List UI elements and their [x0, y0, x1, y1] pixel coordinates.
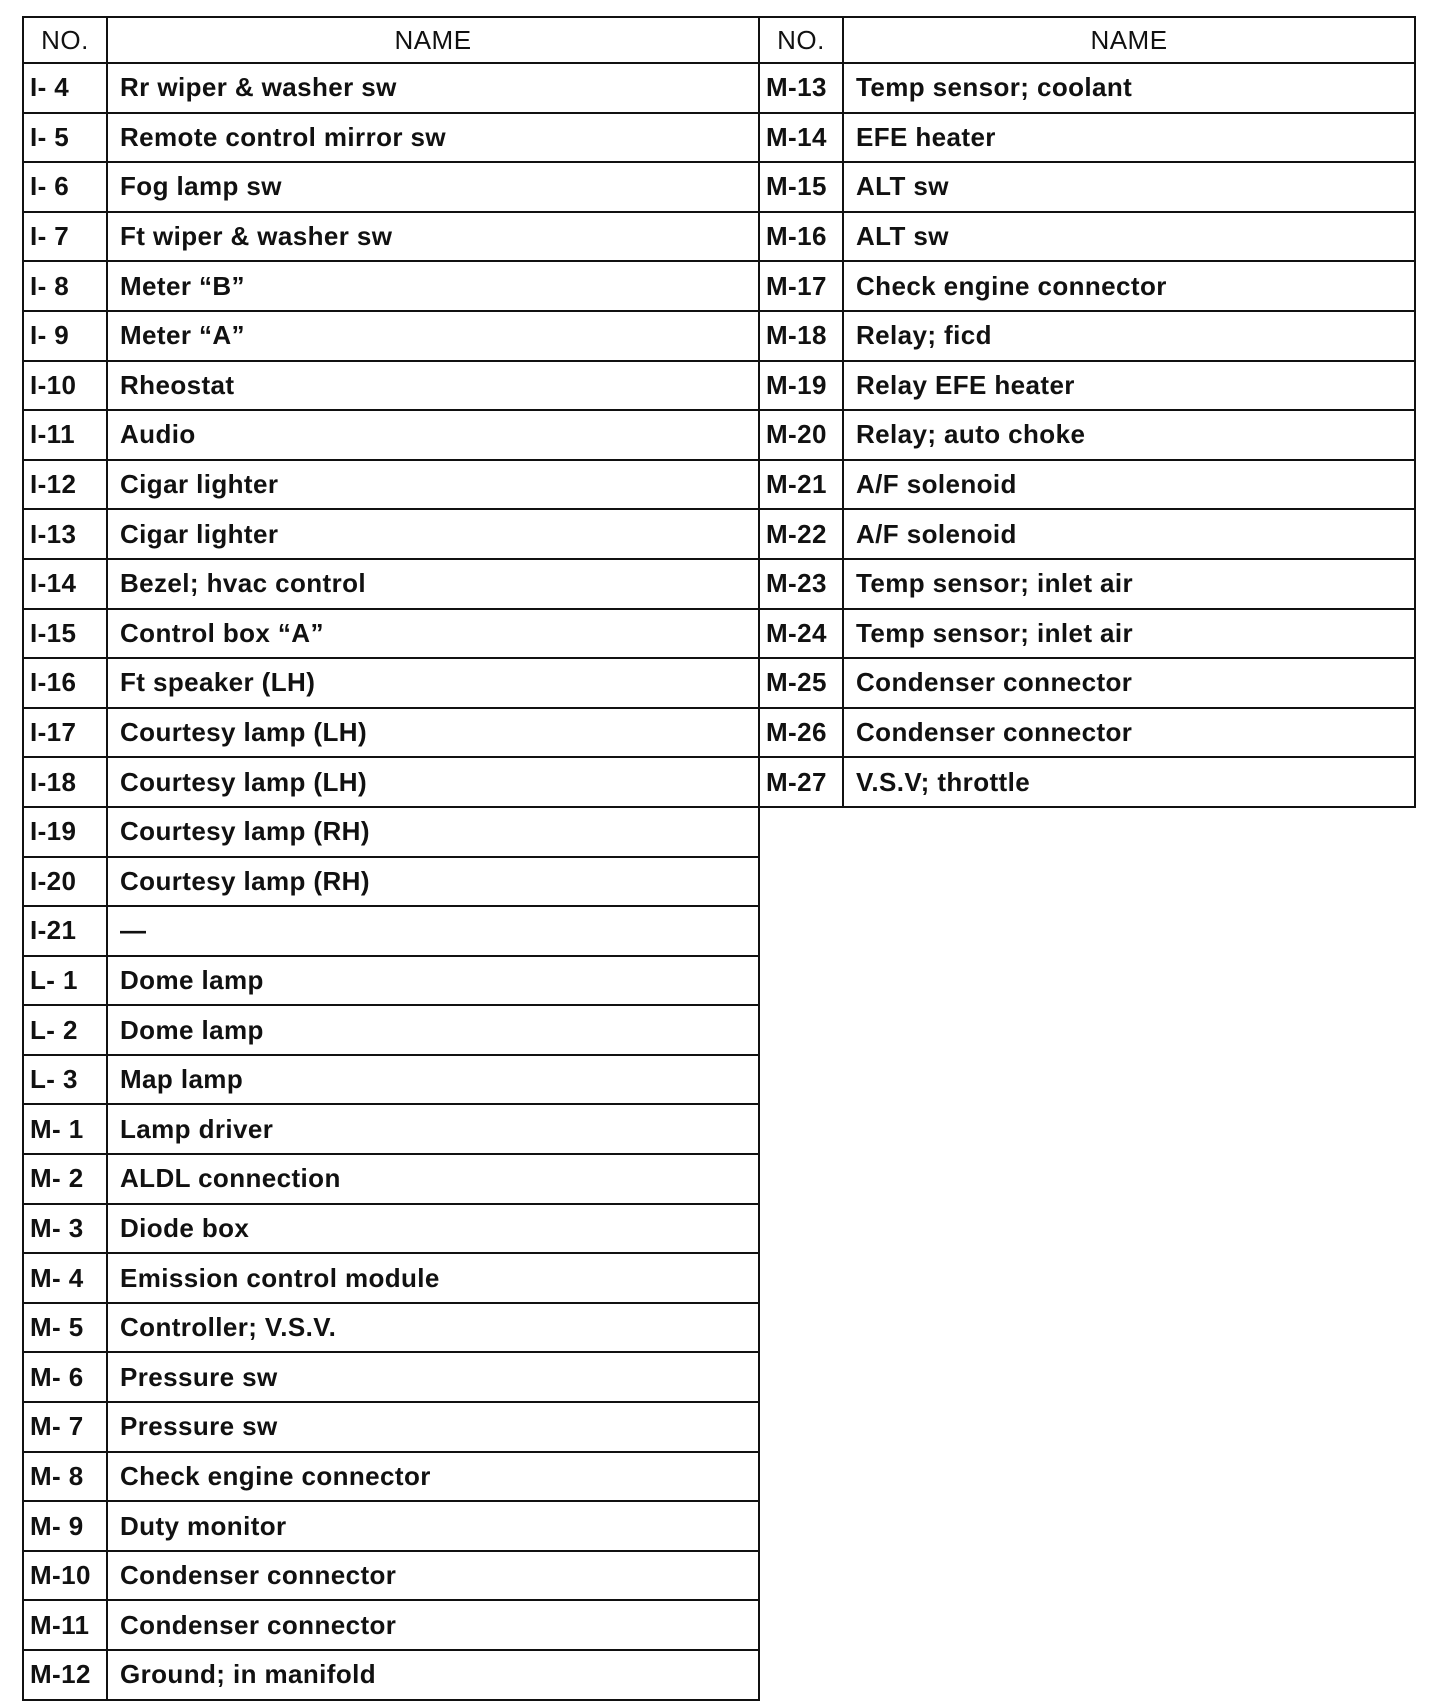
- connector-table-right: [758, 16, 1416, 808]
- connector-number: M-17: [759, 261, 843, 311]
- connector-name: ALT sw: [843, 162, 1415, 212]
- table-row: [23, 708, 759, 758]
- connector-number: M-21: [759, 460, 843, 510]
- connector-number: I-11: [23, 410, 107, 460]
- connector-number: M- 6: [23, 1352, 107, 1402]
- header-row: [759, 17, 1415, 63]
- table-row: [759, 113, 1415, 163]
- connector-number: I-17: [23, 708, 107, 758]
- table-row: [23, 1104, 759, 1154]
- connector-name: Meter “A”: [107, 311, 759, 361]
- table-row: [23, 1055, 759, 1105]
- connector-name: Fog lamp sw: [107, 162, 759, 212]
- connector-name: Check engine connector: [843, 261, 1415, 311]
- connector-number: M- 4: [23, 1253, 107, 1303]
- table-row: [23, 1005, 759, 1055]
- table-row: [23, 609, 759, 659]
- header-row: [23, 17, 759, 63]
- connector-number: M-10: [23, 1551, 107, 1601]
- connector-name: Ft speaker (LH): [107, 658, 759, 708]
- table-row: [759, 757, 1415, 807]
- connector-name: Ground; in manifold: [107, 1650, 759, 1700]
- column-header-name: NAME: [107, 17, 759, 63]
- connector-number: I-13: [23, 509, 107, 559]
- connector-number: M-27: [759, 757, 843, 807]
- connector-name: Control box “A”: [107, 609, 759, 659]
- table-row: [759, 559, 1415, 609]
- connector-number: M-22: [759, 509, 843, 559]
- table-row: [759, 410, 1415, 460]
- table-row: [23, 311, 759, 361]
- connector-number: I- 5: [23, 113, 107, 163]
- connector-name: Relay; ficd: [843, 311, 1415, 361]
- connector-name: Audio: [107, 410, 759, 460]
- connector-number: I- 8: [23, 261, 107, 311]
- connector-name: Emission control module: [107, 1253, 759, 1303]
- table-row: [759, 509, 1415, 559]
- connector-number: M- 9: [23, 1501, 107, 1551]
- connector-name: —: [107, 906, 759, 956]
- connector-name: Rheostat: [107, 361, 759, 411]
- connector-name: Temp sensor; inlet air: [843, 559, 1415, 609]
- connector-number: M- 5: [23, 1303, 107, 1353]
- column-header-no: NO.: [759, 17, 843, 63]
- connector-name: Meter “B”: [107, 261, 759, 311]
- connector-number: M-16: [759, 212, 843, 262]
- connector-name: EFE heater: [843, 113, 1415, 163]
- connector-number: M- 8: [23, 1452, 107, 1502]
- connector-number: M-18: [759, 311, 843, 361]
- table-row: [23, 559, 759, 609]
- table-row: [23, 857, 759, 907]
- table-row: [23, 63, 759, 113]
- connector-number: M-14: [759, 113, 843, 163]
- connector-number: I-14: [23, 559, 107, 609]
- table-row: [23, 1650, 759, 1700]
- connector-name: Remote control mirror sw: [107, 113, 759, 163]
- table-row: [23, 1501, 759, 1551]
- connector-number: I-20: [23, 857, 107, 907]
- table-row: [23, 1551, 759, 1601]
- table-row: [23, 757, 759, 807]
- table-row: [759, 212, 1415, 262]
- connector-name: Courtesy lamp (RH): [107, 857, 759, 907]
- column-header-name: NAME: [843, 17, 1415, 63]
- table-row: [23, 1154, 759, 1204]
- connector-name: Pressure sw: [107, 1402, 759, 1452]
- connector-name: V.S.V; throttle: [843, 757, 1415, 807]
- connector-name: Map lamp: [107, 1055, 759, 1105]
- connector-number: M- 3: [23, 1204, 107, 1254]
- connector-number: I- 6: [23, 162, 107, 212]
- connector-name: Condenser connector: [107, 1551, 759, 1601]
- connector-number: M- 7: [23, 1402, 107, 1452]
- connector-name: Condenser connector: [843, 708, 1415, 758]
- connector-number: I-19: [23, 807, 107, 857]
- table-row: [759, 311, 1415, 361]
- connector-name: Condenser connector: [843, 658, 1415, 708]
- table-row: [23, 361, 759, 411]
- connector-number: I- 9: [23, 311, 107, 361]
- table-row: [23, 658, 759, 708]
- connector-name: Bezel; hvac control: [107, 559, 759, 609]
- connector-number: M-23: [759, 559, 843, 609]
- connector-name: Check engine connector: [107, 1452, 759, 1502]
- connector-name: Temp sensor; inlet air: [843, 609, 1415, 659]
- connector-table-left: [22, 16, 760, 1701]
- connector-name: Duty monitor: [107, 1501, 759, 1551]
- table-row: [23, 509, 759, 559]
- table-row: [23, 1253, 759, 1303]
- table-row: [23, 906, 759, 956]
- connector-number: M-19: [759, 361, 843, 411]
- table-row: [759, 708, 1415, 758]
- table-row: [23, 1600, 759, 1650]
- connector-name: Pressure sw: [107, 1352, 759, 1402]
- connector-name: Condenser connector: [107, 1600, 759, 1650]
- connector-number: M-20: [759, 410, 843, 460]
- connector-name: Relay; auto choke: [843, 410, 1415, 460]
- connector-name: Courtesy lamp (RH): [107, 807, 759, 857]
- table-row: [23, 162, 759, 212]
- table-row: [23, 212, 759, 262]
- table-row: [23, 460, 759, 510]
- connector-number: L- 1: [23, 956, 107, 1006]
- connector-number: I-12: [23, 460, 107, 510]
- connector-number: I-16: [23, 658, 107, 708]
- table-row: [23, 1452, 759, 1502]
- connector-name: Cigar lighter: [107, 460, 759, 510]
- connector-name: Ft wiper & washer sw: [107, 212, 759, 262]
- connector-name: Rr wiper & washer sw: [107, 63, 759, 113]
- connector-name: Diode box: [107, 1204, 759, 1254]
- connector-number: I-18: [23, 757, 107, 807]
- connector-number: M-11: [23, 1600, 107, 1650]
- connector-number: M-24: [759, 609, 843, 659]
- connector-number: M-13: [759, 63, 843, 113]
- connector-name: Cigar lighter: [107, 509, 759, 559]
- table-row: [23, 1204, 759, 1254]
- connector-number: I- 7: [23, 212, 107, 262]
- connector-number: M- 1: [23, 1104, 107, 1154]
- connector-number: M-12: [23, 1650, 107, 1700]
- connector-name: A/F solenoid: [843, 460, 1415, 510]
- connector-name: Relay EFE heater: [843, 361, 1415, 411]
- connector-number: I-15: [23, 609, 107, 659]
- connector-name: Dome lamp: [107, 956, 759, 1006]
- connector-name: Lamp driver: [107, 1104, 759, 1154]
- connector-name: Controller; V.S.V.: [107, 1303, 759, 1353]
- connector-number: I- 4: [23, 63, 107, 113]
- connector-number: I-21: [23, 906, 107, 956]
- connector-number: M-26: [759, 708, 843, 758]
- table-row: [759, 609, 1415, 659]
- connector-name: ALT sw: [843, 212, 1415, 262]
- table-row: [759, 162, 1415, 212]
- table-row: [23, 1303, 759, 1353]
- table-row: [23, 261, 759, 311]
- table-row: [23, 1402, 759, 1452]
- table-row: [23, 956, 759, 1006]
- connector-name: Dome lamp: [107, 1005, 759, 1055]
- connector-name: A/F solenoid: [843, 509, 1415, 559]
- connector-number: I-10: [23, 361, 107, 411]
- connector-number: M-15: [759, 162, 843, 212]
- connector-name: Courtesy lamp (LH): [107, 757, 759, 807]
- table-row: [759, 63, 1415, 113]
- connector-number: L- 2: [23, 1005, 107, 1055]
- connector-name: Temp sensor; coolant: [843, 63, 1415, 113]
- table-row: [23, 807, 759, 857]
- connector-name: Courtesy lamp (LH): [107, 708, 759, 758]
- table-row: [23, 1352, 759, 1402]
- table-row: [759, 361, 1415, 411]
- connector-number: L- 3: [23, 1055, 107, 1105]
- table-row: [23, 410, 759, 460]
- connector-name: ALDL connection: [107, 1154, 759, 1204]
- connector-number: M-25: [759, 658, 843, 708]
- column-header-no: NO.: [23, 17, 107, 63]
- table-row: [23, 113, 759, 163]
- table-row: [759, 460, 1415, 510]
- table-row: [759, 658, 1415, 708]
- connector-number: M- 2: [23, 1154, 107, 1204]
- table-row: [759, 261, 1415, 311]
